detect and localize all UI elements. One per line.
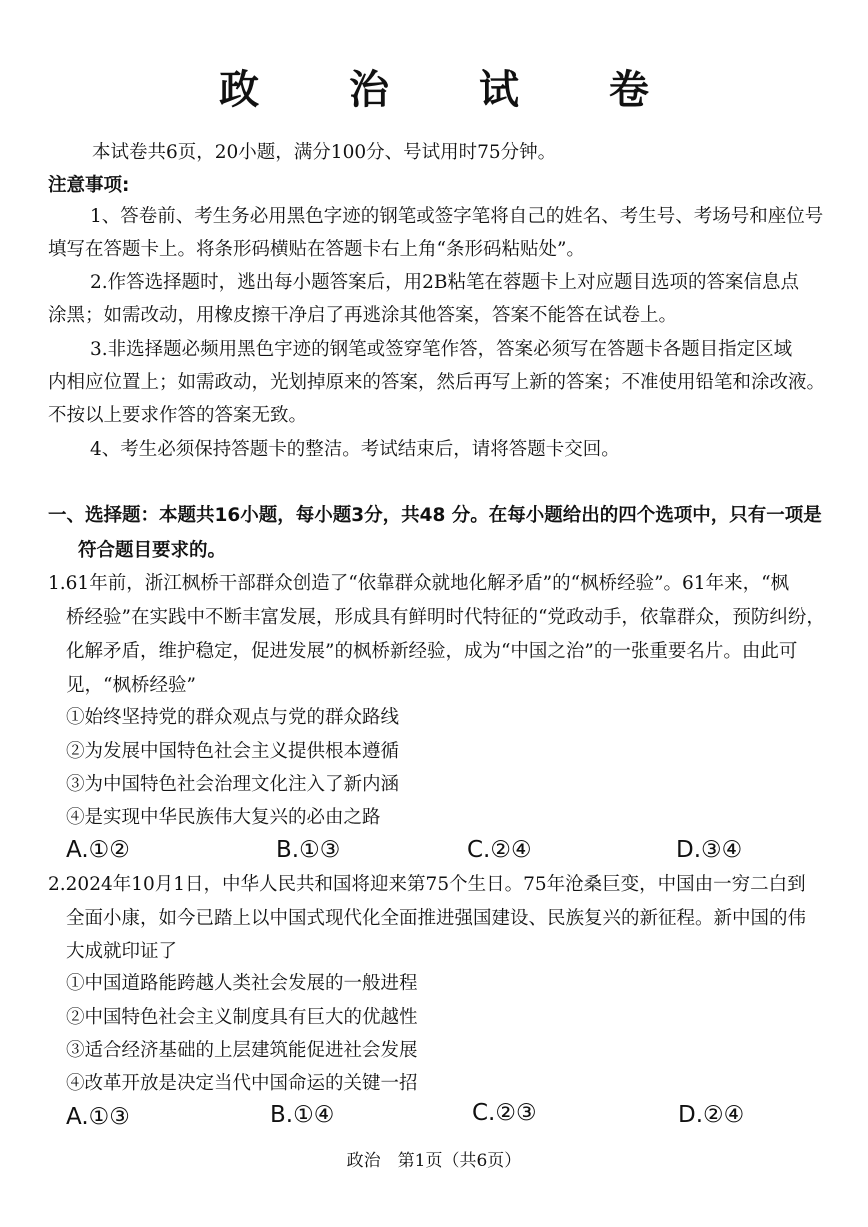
q2-stem-line-2: 全面小康，如今已踏上以中国式现代化全面推进强国建设、民族复兴的新征程。新中国的伟 [66, 908, 807, 929]
notice-item-4: 4、考生必须保持答题卡的整洁。考试结束后，请将答题卡交回。 [90, 439, 620, 460]
notice-item-3-line-1: 3.非选择题必频用黑色宇迹的钢笔或签穿笔作答，答案必须写在答题卡各题目指定区域 [90, 339, 793, 360]
q2-stem-line-3: 大成就印证了 [66, 941, 178, 962]
q2-item-4: ④改革开放是决定当代中国命运的关键一招 [66, 1073, 418, 1094]
q2-option-b: B.①④ [270, 1102, 335, 1128]
q1-item-2: ②为发展中国特色社会主义提供根本遵循 [66, 741, 400, 762]
q1-option-d: D.③④ [676, 837, 743, 863]
notice-item-1-line-1: 1、答卷前、考生务必用黑色字迹的钢笔或签字笔将自己的姓名、考生号、考场号和座位号 [90, 206, 824, 227]
notice-item-1-line-2: 填写在答题卡上。将条形码横贴在答题卡右上角“条形码粘贴处”。 [48, 239, 585, 260]
q1-stem-line-1: 1.61年前，浙江枫桥干部群众创造了“依靠群众就地化解矛盾”的“枫桥经验”。61年来，“枫 [48, 573, 790, 594]
notice-item-2-line-1: 2.作答选择题时，逃出每小题答案后，用2B粘笔在蓉题卡上对应题目选项的答案信息点 [90, 272, 800, 293]
q1-stem-line-3: 化解矛盾，维护稳定，促进发展”的枫桥新经验，成为“中国之治”的一张重要名片。由此可 [66, 641, 798, 662]
q2-item-1: ①中国道路能跨越人类社会发展的一般进程 [66, 973, 418, 994]
q1-option-c: C.②④ [467, 837, 532, 863]
notice-item-2-line-2: 涂黑；如需改动，用橡皮擦干净启了再逃涂其他答案，答案不能答在试卷上。 [48, 305, 678, 326]
notice-item-3-line-2: 内相应位置上；如需政动，光划掉原来的答案，然后再写上新的答案；不准使用铅笔和涂改液。 [48, 372, 826, 393]
notice-heading: 注意事项: [48, 175, 130, 196]
exam-intro: 本试卷共6页，20小题，满分100分、号试用时75分钟。 [92, 142, 557, 163]
page-footer: 政治 第1页（共6页） [346, 1151, 522, 1171]
q2-option-c: C.②③ [472, 1100, 537, 1126]
q2-option-d: D.②④ [678, 1102, 745, 1128]
q2-option-a: A.①③ [66, 1104, 130, 1130]
q1-item-1: ①始终坚持党的群众观点与党的群众路线 [66, 707, 400, 728]
section-heading-line-2: 符合题目要求的。 [78, 540, 227, 561]
section-heading: 一、选择题：本题共16小题，每小题3分，共48 分。在每小题给出的四个选项中，只有一项是 [48, 505, 822, 526]
q2-item-2: ②中国特色社会主义制度具有巨大的优越性 [66, 1007, 418, 1028]
q1-stem-line-4: 见，“枫桥经验” [66, 675, 196, 696]
q1-option-a: A.①② [66, 837, 130, 863]
notice-item-3-line-3: 不按以上要求作答的答案无致。 [48, 405, 308, 426]
q2-item-3: ③适合经济基础的上层建筑能促进社会发展 [66, 1040, 418, 1061]
page-title: 政 治 试 卷 [219, 67, 687, 113]
q1-option-b: B.①③ [276, 837, 341, 863]
q1-stem-line-2: 桥经验”在实践中不断丰富发展，形成具有鲜明时代特征的“党政动手，依靠群众，预防纠纷， [66, 607, 825, 628]
q2-stem-line-1: 2.2024年10月1日，中华人民共和国将迎来第75个生日。75年沧桑巨变，中国由一穷二白到 [48, 874, 806, 895]
q1-item-4: ④是实现中华民族伟大复兴的必由之路 [66, 807, 381, 828]
q1-item-3: ③为中国特色社会治理文化注入了新内涵 [66, 774, 400, 795]
